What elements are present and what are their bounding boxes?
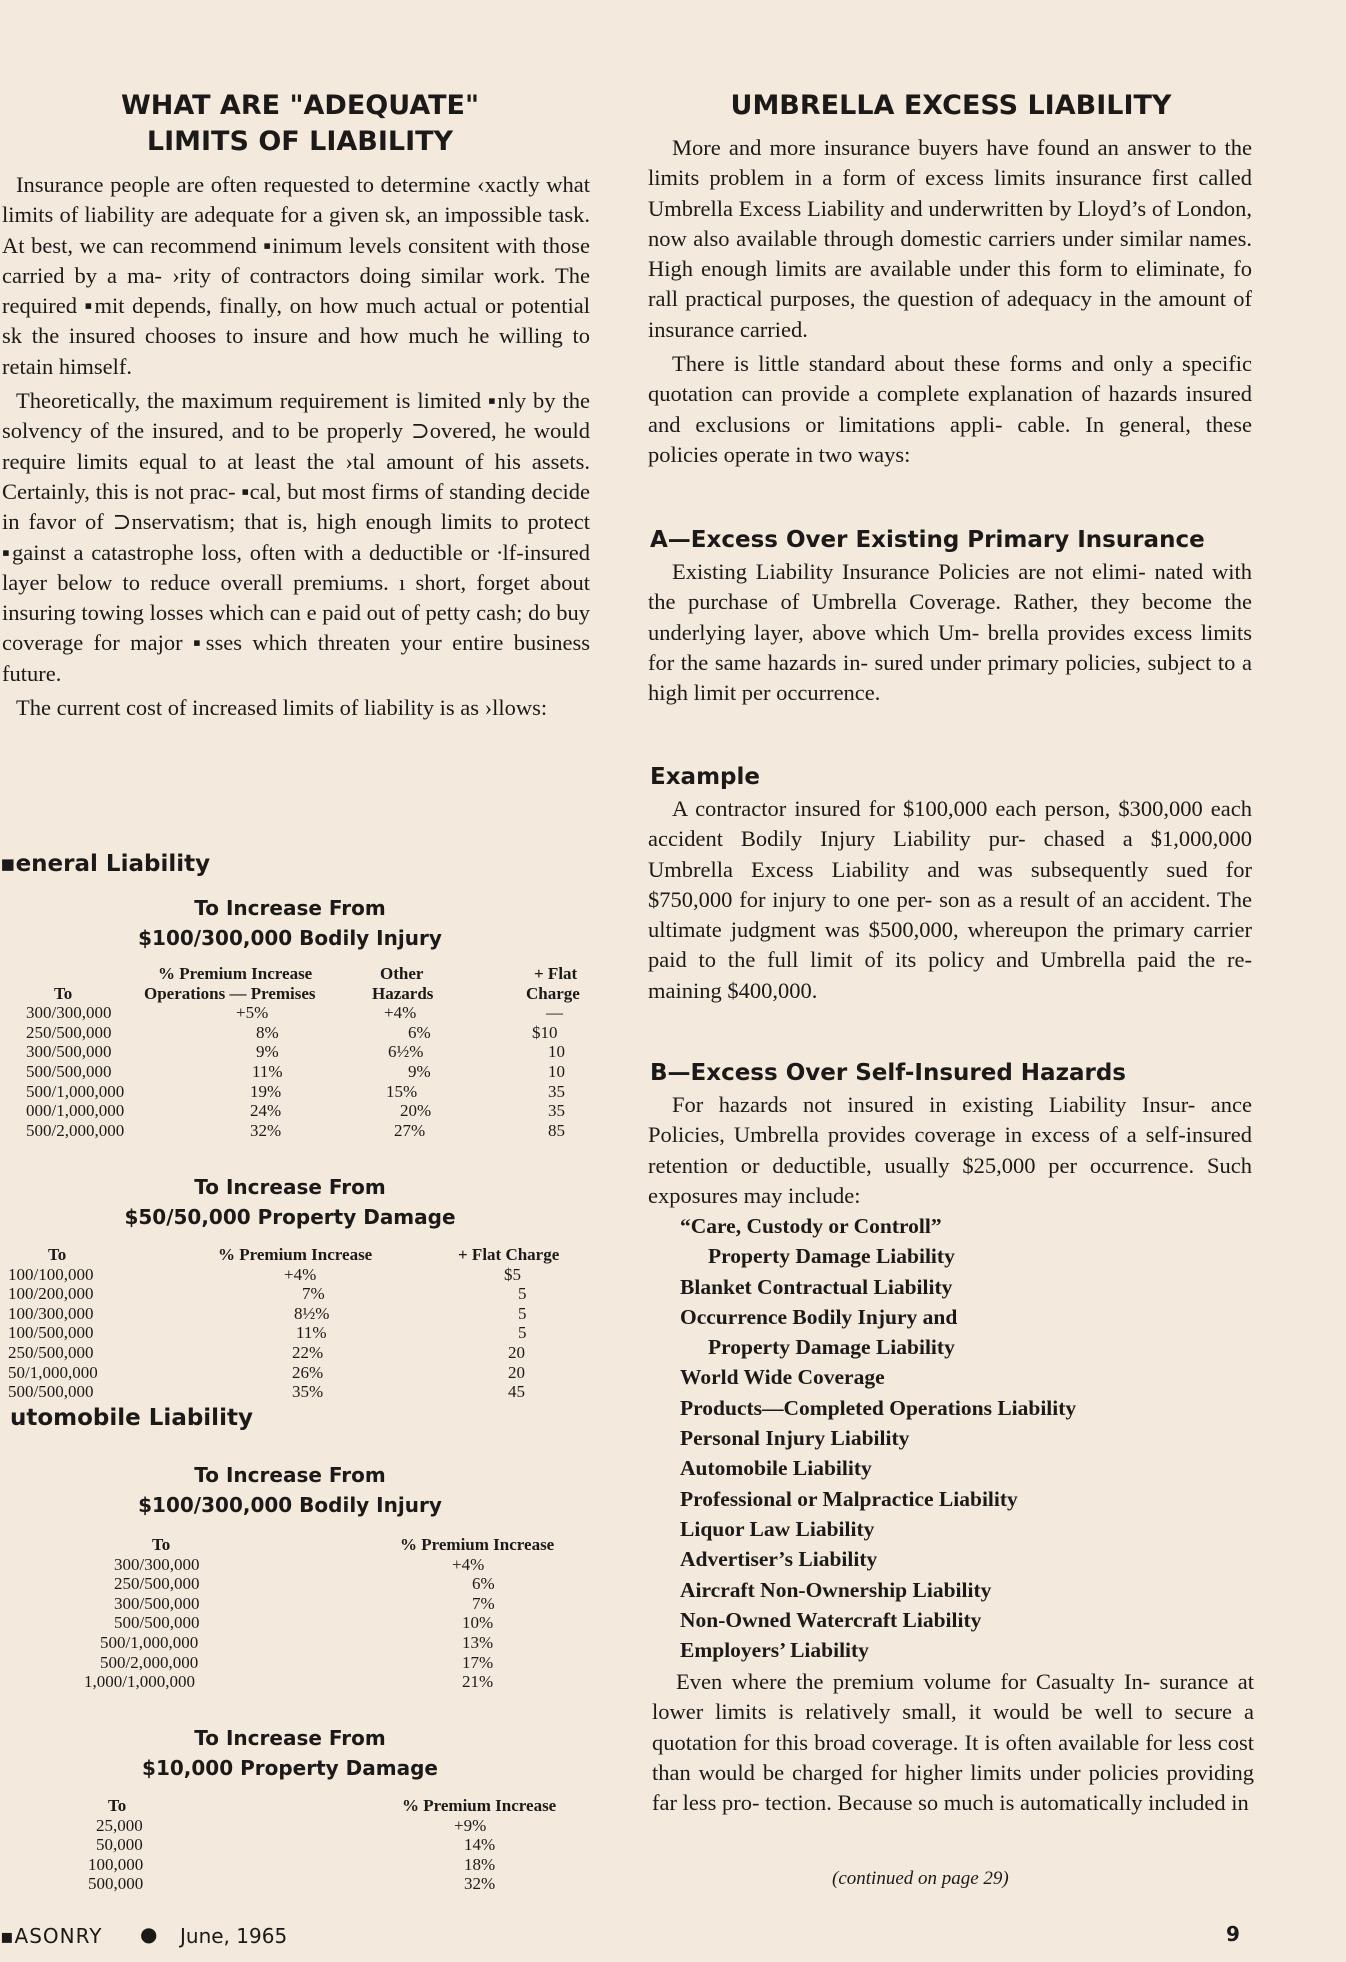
cell-premium: +4% [284,1264,317,1284]
cell-flat: 85 [548,1120,565,1140]
footer-magazine: ▪ASONRY [0,1924,103,1948]
cell-ops: 19% [250,1081,282,1101]
table-row [0,1082,600,1102]
cell-to: 100/300,000 [8,1303,94,1323]
gl-bi-heading-2: $100/300,000 Bodily Injury [138,926,442,950]
cell-to: 300/300,000 [26,1003,112,1023]
col-header-to: To [108,1796,127,1815]
cell-ops: 9% [256,1042,279,1062]
heading-b: B—Excess Over Self-Insured Hazards [650,1060,1126,1086]
col-header-other: Other [380,964,424,983]
col-header-flat: Charge [526,983,580,1003]
cell-flat: 20 [508,1362,525,1382]
cell-other: 20% [400,1101,432,1121]
table-row [0,1323,600,1343]
cell-ops: +5% [236,1003,269,1023]
cell-to: 500/500,000 [114,1613,200,1633]
right-paragraph-1: More and more insurance buyers have found an answer to the limits problem in a form of excess limits insurance first called Umbrella Excess Liability and underwritten by Lloyd’s of London, now also available through domestic carriers under similar names. High enough limits are available under this form to eliminate, fo rall practical purposes, the question of adequacy in the amount of insurance carried. [648,135,1252,342]
cell-to: 500/500,000 [26,1061,112,1081]
table-row [0,1855,600,1875]
table-row [0,1835,600,1855]
left-title-line2: LIMITS OF LIABILITY [146,126,454,157]
al-pd-heading-2: $10,000 Property Damage [142,1756,438,1780]
al-bi-table [0,1535,600,1692]
table-header-row [0,1535,600,1555]
cell-premium: 22% [292,1342,324,1362]
cell-flat: 45 [508,1382,525,1402]
automobile-liability-heading: utomobile Liability [10,1405,253,1431]
cell-flat: 5 [518,1284,527,1304]
cell-to: 1,000/1,000,000 [84,1672,195,1692]
cell-to: 500,000 [88,1874,144,1894]
cell-premium: 14% [464,1835,496,1855]
table-row [0,1574,600,1594]
table-row [0,1101,600,1121]
list-item: Property Damage Liability [708,1335,955,1360]
table-header-row [0,964,600,984]
col-header-premium: % Premium Increase [158,964,313,983]
col-header-other: Hazards [372,983,434,1003]
col-header-premium: % Premium Increase [400,1535,555,1554]
col-header-flat: + Flat [534,964,578,983]
cell-ops: 8% [256,1022,279,1042]
right-title: UMBRELLA EXCESS LIABILITY [730,90,1172,121]
cell-to: 25,000 [96,1815,143,1835]
table-row [0,1284,600,1304]
right-intro [648,133,1252,470]
table-row [0,1304,600,1324]
list-item: Automobile Liability [680,1456,872,1481]
gl-pd-heading-2: $50/50,000 Property Damage [124,1205,456,1229]
closing-body [652,1667,1254,1818]
cell-other: 9% [408,1061,431,1081]
cell-flat: 10 [548,1061,565,1081]
cell-flat: 20 [508,1342,525,1362]
gl-pd-table [0,1245,600,1402]
section-a-paragraph: Existing Liability Insurance Policies are not elimi- nated with the purchase of Umbrella Coverage. Rather, they become the underlying layer, above which Um- brella provides excess limits for the same hazards in- sured under primary policies, subject to a high limit per occurrence. [648,559,1252,706]
cell-premium: 21% [462,1672,494,1692]
left-paragraph-1: Insurance people are often requested to determine ‹xactly what limits of liability are adequate for a given sk, an impossible task. At best, we can recommend ▪inimum levels consitent with those carried by a ma- ›rity of contractors doing similar work. The required ▪mit depends, finally, on how much actual or potential sk the insured chooses to insure and how much he willing to retain himself. [2,172,590,379]
table-row [0,1121,600,1141]
table-header-row [0,1796,600,1816]
col-header-to: To [152,1535,171,1554]
cell-premium: +9% [454,1815,487,1835]
list-item: Liquor Law Liability [680,1516,875,1541]
cell-premium: 32% [464,1874,496,1894]
example-body [648,794,1252,1006]
heading-a: A—Excess Over Existing Primary Insurance [650,527,1205,553]
list-item: Aircraft Non-Ownership Liability [680,1577,992,1602]
cell-to: 250/500,000 [114,1574,200,1594]
col-header-premium: % Premium Increase [218,1245,373,1264]
table-row [0,1363,600,1383]
cell-to: 100/500,000 [8,1323,94,1343]
table-row [0,1042,600,1062]
cell-to: 100,000 [88,1854,144,1874]
table-row [0,1874,600,1894]
cell-to: 500/2,000,000 [26,1120,125,1140]
cell-flat: 35 [548,1101,565,1121]
cell-premium: 10% [462,1613,494,1633]
cell-premium: 7% [302,1284,325,1304]
right-paragraph-2: There is little standard about these forms and only a specific quotation can provide a complete explanation of hazards insured and exclusions or limitations appli- cable. In general, these policies operate in two ways: [648,351,1252,467]
footer-bullet: ● [140,1922,158,1946]
left-paragraph-3: The current cost of increased limits of liability is as ›llows: [16,695,548,721]
continued-note: (continued on page 29) [832,1868,1009,1889]
cell-premium: 6% [472,1574,495,1594]
table-row [0,1265,600,1285]
al-pd-heading-1: To Increase From [194,1726,386,1750]
al-bi-heading-2: $100/300,000 Bodily Injury [138,1493,442,1517]
section-b-body [648,1090,1252,1211]
cell-to: 500/500,000 [8,1382,94,1402]
cell-to: 50,000 [96,1835,143,1855]
list-item: Occurrence Bodily Injury and [680,1304,958,1329]
table-row [0,1816,600,1836]
section-b-paragraph: For hazards not insured in existing Liability Insur- ance Policies, Umbrella provides coverage in excess of a self-insured retention or deductible, usually $25,000 per occurrence. Such exposures may include: [648,1092,1252,1208]
table-row [0,1062,600,1082]
cell-to: 50/1,000,000 [8,1362,98,1382]
col-header-flat: + Flat Charge [458,1245,560,1264]
cell-to: 100/100,000 [8,1264,94,1284]
gl-bi-heading-1: To Increase From [194,896,386,920]
cell-to: 250/500,000 [8,1342,94,1362]
cell-premium: 18% [464,1854,496,1874]
cell-to: 500/1,000,000 [26,1081,125,1101]
cell-other: 6½% [388,1042,424,1062]
cell-premium: 7% [472,1593,495,1613]
list-item: Property Damage Liability [708,1244,955,1269]
col-header-premium: % Premium Increase [402,1796,557,1815]
table-row [0,1382,600,1402]
cell-flat: 5 [518,1303,527,1323]
col-header-to: To [54,983,73,1003]
gl-bi-table [0,964,600,1140]
cell-premium: 11% [296,1323,327,1343]
cell-premium: 26% [292,1362,324,1382]
section-a-body [648,557,1252,708]
cell-premium: +4% [452,1554,485,1574]
al-bi-heading-1: To Increase From [194,1463,386,1487]
table-row [0,1003,600,1023]
cell-flat: $10 [532,1022,558,1042]
cell-flat: 5 [518,1323,527,1343]
table-row [0,1343,600,1363]
table-header-row [0,984,600,1004]
al-pd-table [0,1796,600,1894]
cell-to: 100/200,000 [8,1284,94,1304]
left-body [2,170,590,723]
cell-ops: 32% [250,1120,282,1140]
cell-flat: $5 [504,1264,521,1284]
example-paragraph: A contractor insured for $100,000 each person, $300,000 each accident Bodily Injury Liability pur- chased a $1,000,000 Umbrella Excess Liability and was subsequently sued for $750,000 for injury to one per- son as a result of an accident. The ultimate judgment was $500,000, whereupon the primary carrier paid to the full limit of its policy and Umbrella paid the re- maining $400,000. [648,796,1252,1003]
list-item: Products—Completed Operations Liability [680,1395,1077,1420]
closing-paragraph: Even where the premium volume for Casualty In- surance at lower limits is relatively small, it would be well to secure a quotation for this broad coverage. It is often available for less cost than would be charged for higher limits under policies providing far less pro- tection. Because so much is automatically included in [652,1669,1254,1816]
cell-other: 27% [394,1120,426,1140]
cell-to: 250/500,000 [26,1022,112,1042]
gl-pd-heading-1: To Increase From [194,1175,386,1199]
list-item: Non-Owned Watercraft Liability [680,1607,982,1632]
cell-to: 300/500,000 [114,1593,200,1613]
cell-to: 300/500,000 [26,1042,112,1062]
cell-premium: 35% [292,1382,324,1402]
general-liability-heading: ▪eneral Liability [0,851,211,877]
cell-to: 300/300,000 [114,1554,200,1574]
list-item: Personal Injury Liability [680,1426,910,1451]
list-item: World Wide Coverage [680,1365,885,1390]
left-paragraph-2: Theoretically, the maximum requirement is limited ▪nly by the solvency of the insured, and to be properly ⊃overed, he would require limits equal to at least the ›tal amount of his assets. Certainly, this is not prac- ▪cal, but most firms of standing decide in favor of ⊃nservatism; that is, high enough limits to protect ▪gainst a catastrophe loss, often with a deductible or ∙lf-insured layer below to reduce overall premiums. ı short, forget about insuring towing losses which can e paid out of petty cash; do buy coverage for major ▪sses which threaten your entire business future. [2,388,590,686]
table-row [0,1613,600,1633]
cell-to: 000/1,000,000 [26,1101,125,1121]
list-item: “Care, Custody or Controll” [680,1214,942,1238]
list-item: Professional or Malpractice Liability [680,1486,1018,1511]
cell-ops: 11% [252,1061,283,1081]
page-number: 9 [1226,1922,1240,1946]
cell-other: 15% [386,1081,418,1101]
table-row [0,1023,600,1043]
cell-to: 500/2,000,000 [100,1652,199,1672]
footer-date: June, 1965 [180,1924,288,1948]
table-header-row [0,1245,600,1265]
col-header-to: To [48,1245,67,1264]
cell-other: +4% [384,1003,417,1023]
list-item: Employers’ Liability [680,1638,869,1663]
cell-flat: — [546,1003,563,1023]
table-row [0,1594,600,1614]
list-item: Blanket Contractual Liability [680,1274,953,1299]
cell-ops: 24% [250,1101,282,1121]
exposure-list [680,1211,1076,1665]
col-header-premium: Operations — Premises [144,983,316,1003]
heading-example: Example [650,764,760,790]
table-row [0,1653,600,1673]
cell-flat: 35 [548,1081,565,1101]
table-row [0,1633,600,1653]
cell-premium: 8½% [294,1303,330,1323]
list-item: Advertiser’s Liability [680,1547,878,1572]
cell-premium: 17% [462,1652,494,1672]
cell-flat: 10 [548,1042,565,1062]
cell-premium: 13% [462,1632,494,1652]
cell-other: 6% [408,1022,431,1042]
cell-to: 500/1,000,000 [100,1632,199,1652]
table-row [0,1555,600,1575]
left-title-line1: WHAT ARE "ADEQUATE" [120,90,480,121]
table-row [0,1672,600,1692]
